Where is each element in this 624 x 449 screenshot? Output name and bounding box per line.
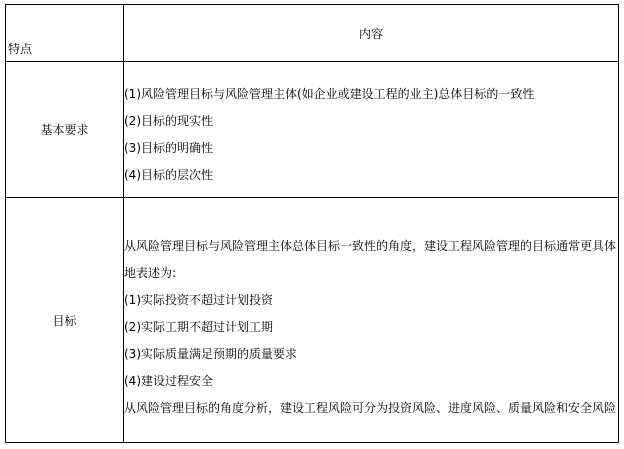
risk-objectives-table <box>5 4 619 443</box>
outro-paragraph: 从风险管理目标的角度分析，建设工程风险可分为投资风险、进度风险、质量风险和安全风险 <box>124 401 617 415</box>
list-item: (1)实际投资不超过计划投资 <box>124 293 273 307</box>
table-row <box>6 198 619 443</box>
header-cell-content <box>124 5 619 62</box>
header-feature-label: 特点 <box>8 42 33 56</box>
row-content-basic-requirements <box>124 62 619 198</box>
list-item: (2)目标的现实性 <box>124 114 213 128</box>
header-cell-feature <box>6 5 124 62</box>
list-item: (2)实际工期不超过计划工期 <box>124 320 273 334</box>
table-row <box>6 62 619 198</box>
row-label-basic-requirements: 基本要求 <box>6 62 124 198</box>
list-item: (4)目标的层次性 <box>124 168 213 182</box>
row-label-objectives: 目标 <box>6 198 124 443</box>
list-item: (1)风险管理目标与风险管理主体(如企业或建设工程的业主)总体目标的一致性 <box>124 87 535 101</box>
list-item: (3)实际质量满足预期的质量要求 <box>124 347 297 361</box>
row-content-objectives <box>124 198 619 443</box>
intro-paragraph: 从风险管理目标与风险管理主体总体目标一致性的角度，建设工程风险管理的目标通常更具体地表述为: <box>124 239 617 280</box>
table-header-row <box>6 5 619 62</box>
header-content-label: 内容 <box>358 26 383 41</box>
list-item: (4)建设过程安全 <box>124 374 213 388</box>
list-item: (3)目标的明确性 <box>124 141 213 155</box>
